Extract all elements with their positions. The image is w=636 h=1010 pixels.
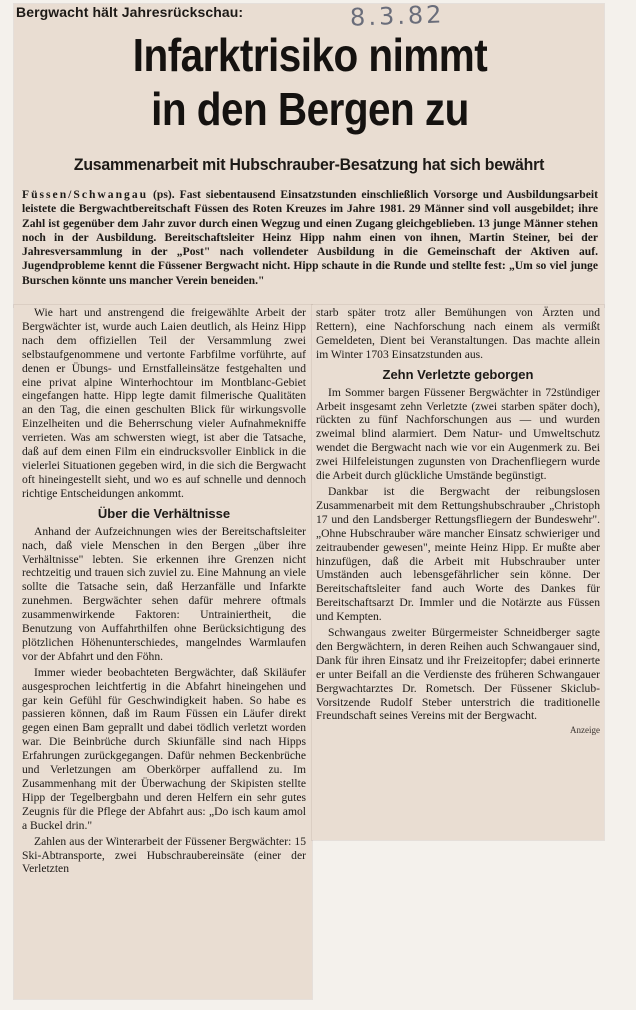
headline-line-1: Infarktrisiko nimmt [132, 29, 488, 81]
signature: Anzeige [570, 725, 600, 736]
section-heading: Zehn Verletzte geborgen [382, 366, 534, 382]
kicker-line: Bergwacht hält Jahresrückschau: [16, 4, 244, 20]
body-paragraph: Im Sommer bargen Füssener Bergwächter in 72stündiger Arbeit insgesamt zehn Verletzte (zwei starben später doch), rückten zu fünf Nachforschungen aus — und wurden zweimal blind alarmiert. Dem Natur- und Umweltschutz wendet die Bergwacht nach wie vor ein Augenmerk zu. Bei zwei Hilfeleistungen zugunsten von Drachenfliegern wurde die Arbeit durch glückliche Umstände begünstigt. [316, 385, 600, 483]
lead-paragraph [22, 188, 598, 288]
article-column-right [316, 306, 600, 735]
section-heading: Über die Verhältnisse [97, 505, 231, 521]
lead-text: Fast siebentausend Einsatzstunden einschließlich Vorsorge und Ausbildungsarbeit leistete die Bergwachtbereitschaft Füssen des Roten Kreuzes im Jahre 1981. 29 Männer sind voll ausgebildet; ihre Zahl ist gegenüber dem Jahr zuvor durch einen Wegzug und einen Zugang gleichgeblieben. 13 junge Männer stehen noch in der Ausbildung. Bereitschaftsleiter Heinz Hipp nahm einen von ihnen, Martin Steiner, bei der Jahresversammlung in der „Post" nach vollendeter Ausbildung in die Gemeinschaft der Aktiven auf. Jugendprobleme kennt die Füssener Bergwacht nicht. Hipp schaute in die Runde und stellte fest: „Um so viel junge Burschen könnte uns mancher Verein beneiden." [22, 188, 598, 287]
body-paragraph: Dankbar ist die Bergwacht der reibungslosen Zusammenarbeit mit dem Rettungshubschrauber „Christoph 17 und den Landsberger Rettungsfliegern der Bundeswehr". „Ohne Hubschrauber wäre mancher Einsatz schwieriger und zeitraubender gewesen", meinte Heinz Hipp. Er mußte aber hinzufügen, daß die Arbeit mit Hubschrauber unter Umständen auch lebensgefährlicher sein könne. Der Bereitschaftsleiter fand auch Worte des Dankes für Bereitschaftsarzt Dr. Immler und die Notärzte aus Füssen und Kempten. [316, 484, 600, 624]
body-paragraph: Anhand der Aufzeichnungen wies der Bereitschaftsleiter nach, daß viele Menschen in den Bergen „über ihre Verhältnisse" lebten. Sie erkennen ihre Grenzen nicht rechtzeitig und trauen sich zuviel zu. Eine Mahnung an viele sollte die Tatsache sein, daß Herzanfälle und Infarkte zunehmen. Bergwächter sehen dafür mehrere oftmals zusammenwirkende Faktoren: Untrainiertheit, die Benutzung von Auffahrthilfen ohne Berücksichtigung des plötzlichen Höhenunterschiedes, mangelndes Warmlaufen vor der Abfahrt und den Föhn. [22, 524, 306, 663]
lead-place: Füssen/Schwangau [22, 188, 149, 201]
body-paragraph: Zahlen aus der Winterarbeit der Füssener Bergwächter: 15 Ski-Abtransporte, zwei Hubschraubereinsäte (einer der Verletzten [22, 834, 306, 876]
handwritten-date: 8.3.82 [349, 0, 445, 32]
body-paragraph: Immer wieder beobachteten Bergwächter, daß Skiläufer ausgesprochen leichtfertig in die Abfahrt hineingehen und gar kein Gefühl für Geschwindigkeit haben. So habe es passieren können, daß im Raum Füssen ein Läufer direkt gegen einen Bam geprallt und dabei tödlich verletzt worden war. Die Beinbrüche durch Skiunfälle sind nach Hipps Erfahrungen zurückgegangen. Dafür nehmen Beckenbrüche und Verletzungen am Oberkörper auffallend zu. Im Zusammenhang mit der Überwachung der Skipisten stellte Hipp der Tegelbergbahn und deren Helfern ein sehr gutes Zeugnis für die Pflege der Abfahrt aus: „Do isch kaum amol a Buckel drin." [22, 665, 306, 832]
body-paragraph: Schwangaus zweiter Bürgermeister Schneidberger sagte den Bergwächtern, in deren Reihen auch Schwangauer sind, Dank für ihren Einsatz und ihr Freizeitopfer; dabei erinnerte er unter Beifall an die Verdienste des früheren Schwangauer Bergwachtarztes Dr. Rometsch. Der Füssener Skiclub-Vorsitzende Rudolf Steber unterstrich die traditionelle Freundschaft seines Vereins mit der Bergwacht. [316, 626, 600, 723]
subheadline: Zusammenarbeit mit Hubschrauber-Besatzung hat sich bewährt [73, 156, 545, 174]
headline-line-2: in den Bergen zu [151, 83, 469, 135]
article-column-left [22, 306, 306, 878]
body-paragraph: Wie hart und anstrengend die freigewählte Arbeit der Bergwächter ist, wurde auch Laien deutlich, als Heinz Hipp nach dem offiziellen Teil der Versammlung zwei selbstaufgenommene und vertonte Farbfilme vorführte, auf denen er Übungs- und Ernstfalleinsätze festgehalten und eine privat alpine Winterhochtour im Montblanc-Gebiet eingefangen hatte. Hipp legte damit filmerische Qualitäten an den Tag, die einen geschulten Blick für wirkungsvolle Einzelheiten und die Beherrschung vieler Aufnahmekniffe verrieten. Was am schwersten wiegt, ist aber die Tatsache, daß auf dem einen Film ein eindrucksvoller Einblick in die vielerlei Situationen gegeben wird, in die sich die Bergwacht oft hineingestellt sieht, und wo es auf schnelle und dennoch richtige Entscheidungen ankommt. [22, 306, 306, 500]
body-paragraph: starb später trotz aller Bemühungen von Ärzten und Rettern), eine Nachforschung nach einem als vermißt Gemeldeten, Dient bei Veranstaltungen. Das machte allein im Winter 1703 Einsatzstunden aus. [316, 306, 600, 361]
lead-source: (ps). [148, 188, 180, 201]
headline [55, 28, 565, 136]
